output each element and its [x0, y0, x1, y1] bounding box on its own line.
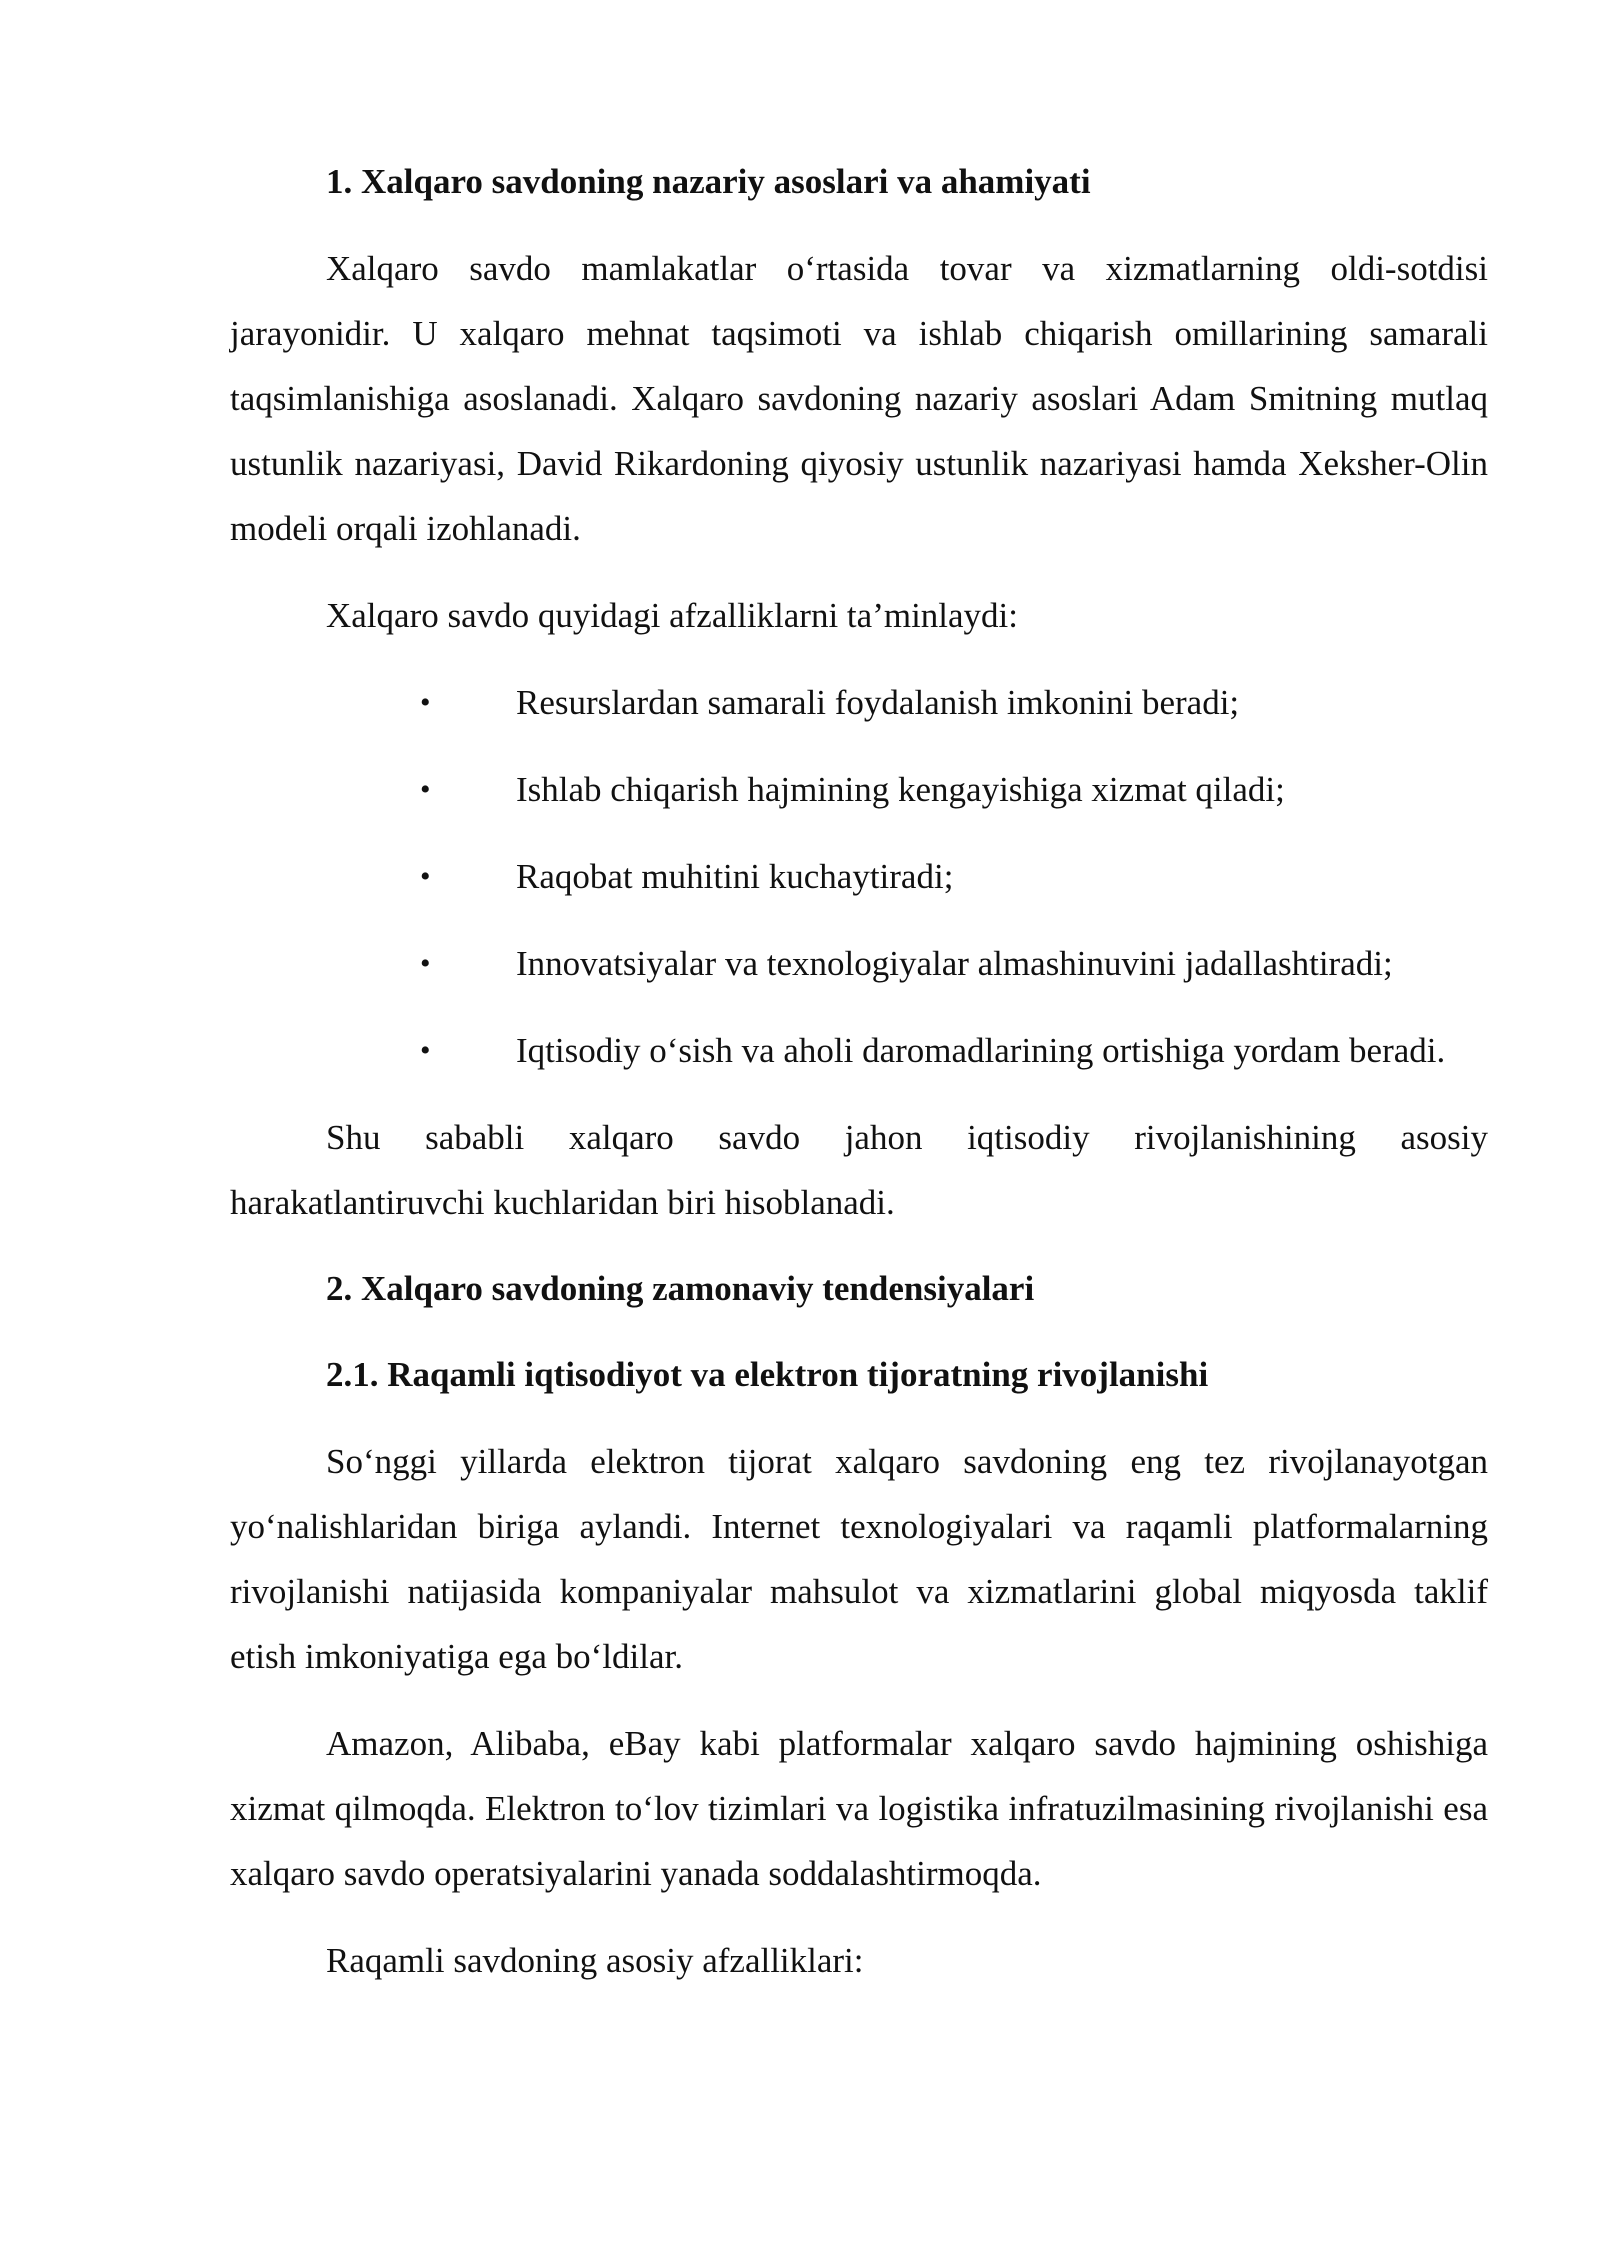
bullet-icon: •: [420, 947, 431, 980]
list-item-text: Raqobat muhitini kuchaytiradi;: [516, 857, 954, 896]
list-item: [230, 670, 1488, 735]
section-2-heading: 2. Xalqaro savdoning zamonaviy tendensiyalari: [326, 1269, 1035, 1308]
section-1-conclusion: Shu sababli xalqaro savdo jahon iqtisodiy rivojlanishining asosiy harakatlantiruvchi kuchlaridan biri hisoblanadi.: [230, 1118, 1488, 1222]
list-item-text: Innovatsiyalar va texnologiyalar almashinuvini jadallashtiradi;: [516, 944, 1393, 983]
bullet-icon: •: [420, 1034, 431, 1067]
section-2-paragraph-2: Amazon, Alibaba, eBay kabi platformalar xalqaro savdo hajmining oshishiga xizmat qilmoqda. Elektron to‘lov tizimlari va logistika infratuzilmasining rivojlanishi esa xalqaro savdo operatsiyalarini yanada soddalashtirmoqda.: [230, 1724, 1488, 1893]
section-1-list-intro: Xalqaro savdo quyidagi afzalliklarni ta’minlaydi:: [326, 596, 1019, 635]
document-page: [230, 150, 1488, 2015]
bullet-icon: •: [420, 686, 431, 719]
list-item: [230, 1018, 1488, 1083]
section-2-list-intro: Raqamli savdoning asosiy afzalliklari:: [326, 1941, 864, 1980]
section-1-paragraph-1: Xalqaro savdo mamlakatlar o‘rtasida tovar va xizmatlarning oldi-sotdisi jarayonidir. U xalqaro mehnat taqsimoti va ishlab chiqarish omillarining samarali taqsimlanishiga asoslanadi. Xalqaro savdoning nazariy asoslari Adam Smitning mutlaq ustunlik nazariyasi, David Rikardoning qiyosiy ustunlik nazariyasi hamda Xeksher-Olin modeli orqali izohlanadi.: [230, 249, 1488, 548]
list-item: [230, 844, 1488, 909]
section-2-1-subheading: 2.1. Raqamli iqtisodiyot va elektron tijoratning rivojlanishi: [326, 1355, 1209, 1394]
bullet-icon: •: [420, 860, 431, 893]
section-2-paragraph-1: So‘nggi yillarda elektron tijorat xalqaro savdoning eng tez rivojlanayotgan yo‘nalishlaridan biriga aylandi. Internet texnologiyalari va raqamli platformalarning rivojlanishi natijasida kompaniyalar mahsulot va xizmatlarini global miqyosda taklif etish imkoniyatiga ega bo‘ldilar.: [230, 1442, 1488, 1676]
list-item: [230, 757, 1488, 822]
list-item-text: Ishlab chiqarish hajmining kengayishiga xizmat qiladi;: [516, 770, 1285, 809]
list-item-text: Iqtisodiy o‘sish va aholi daromadlarining ortishiga yordam beradi.: [516, 1031, 1446, 1070]
advantages-list: [230, 670, 1488, 1083]
list-item-text: Resurslardan samarali foydalanish imkonini beradi;: [516, 683, 1240, 722]
list-item: [230, 931, 1488, 996]
section-1-heading: 1. Xalqaro savdoning nazariy asoslari va ahamiyati: [326, 162, 1091, 201]
bullet-icon: •: [420, 773, 431, 806]
